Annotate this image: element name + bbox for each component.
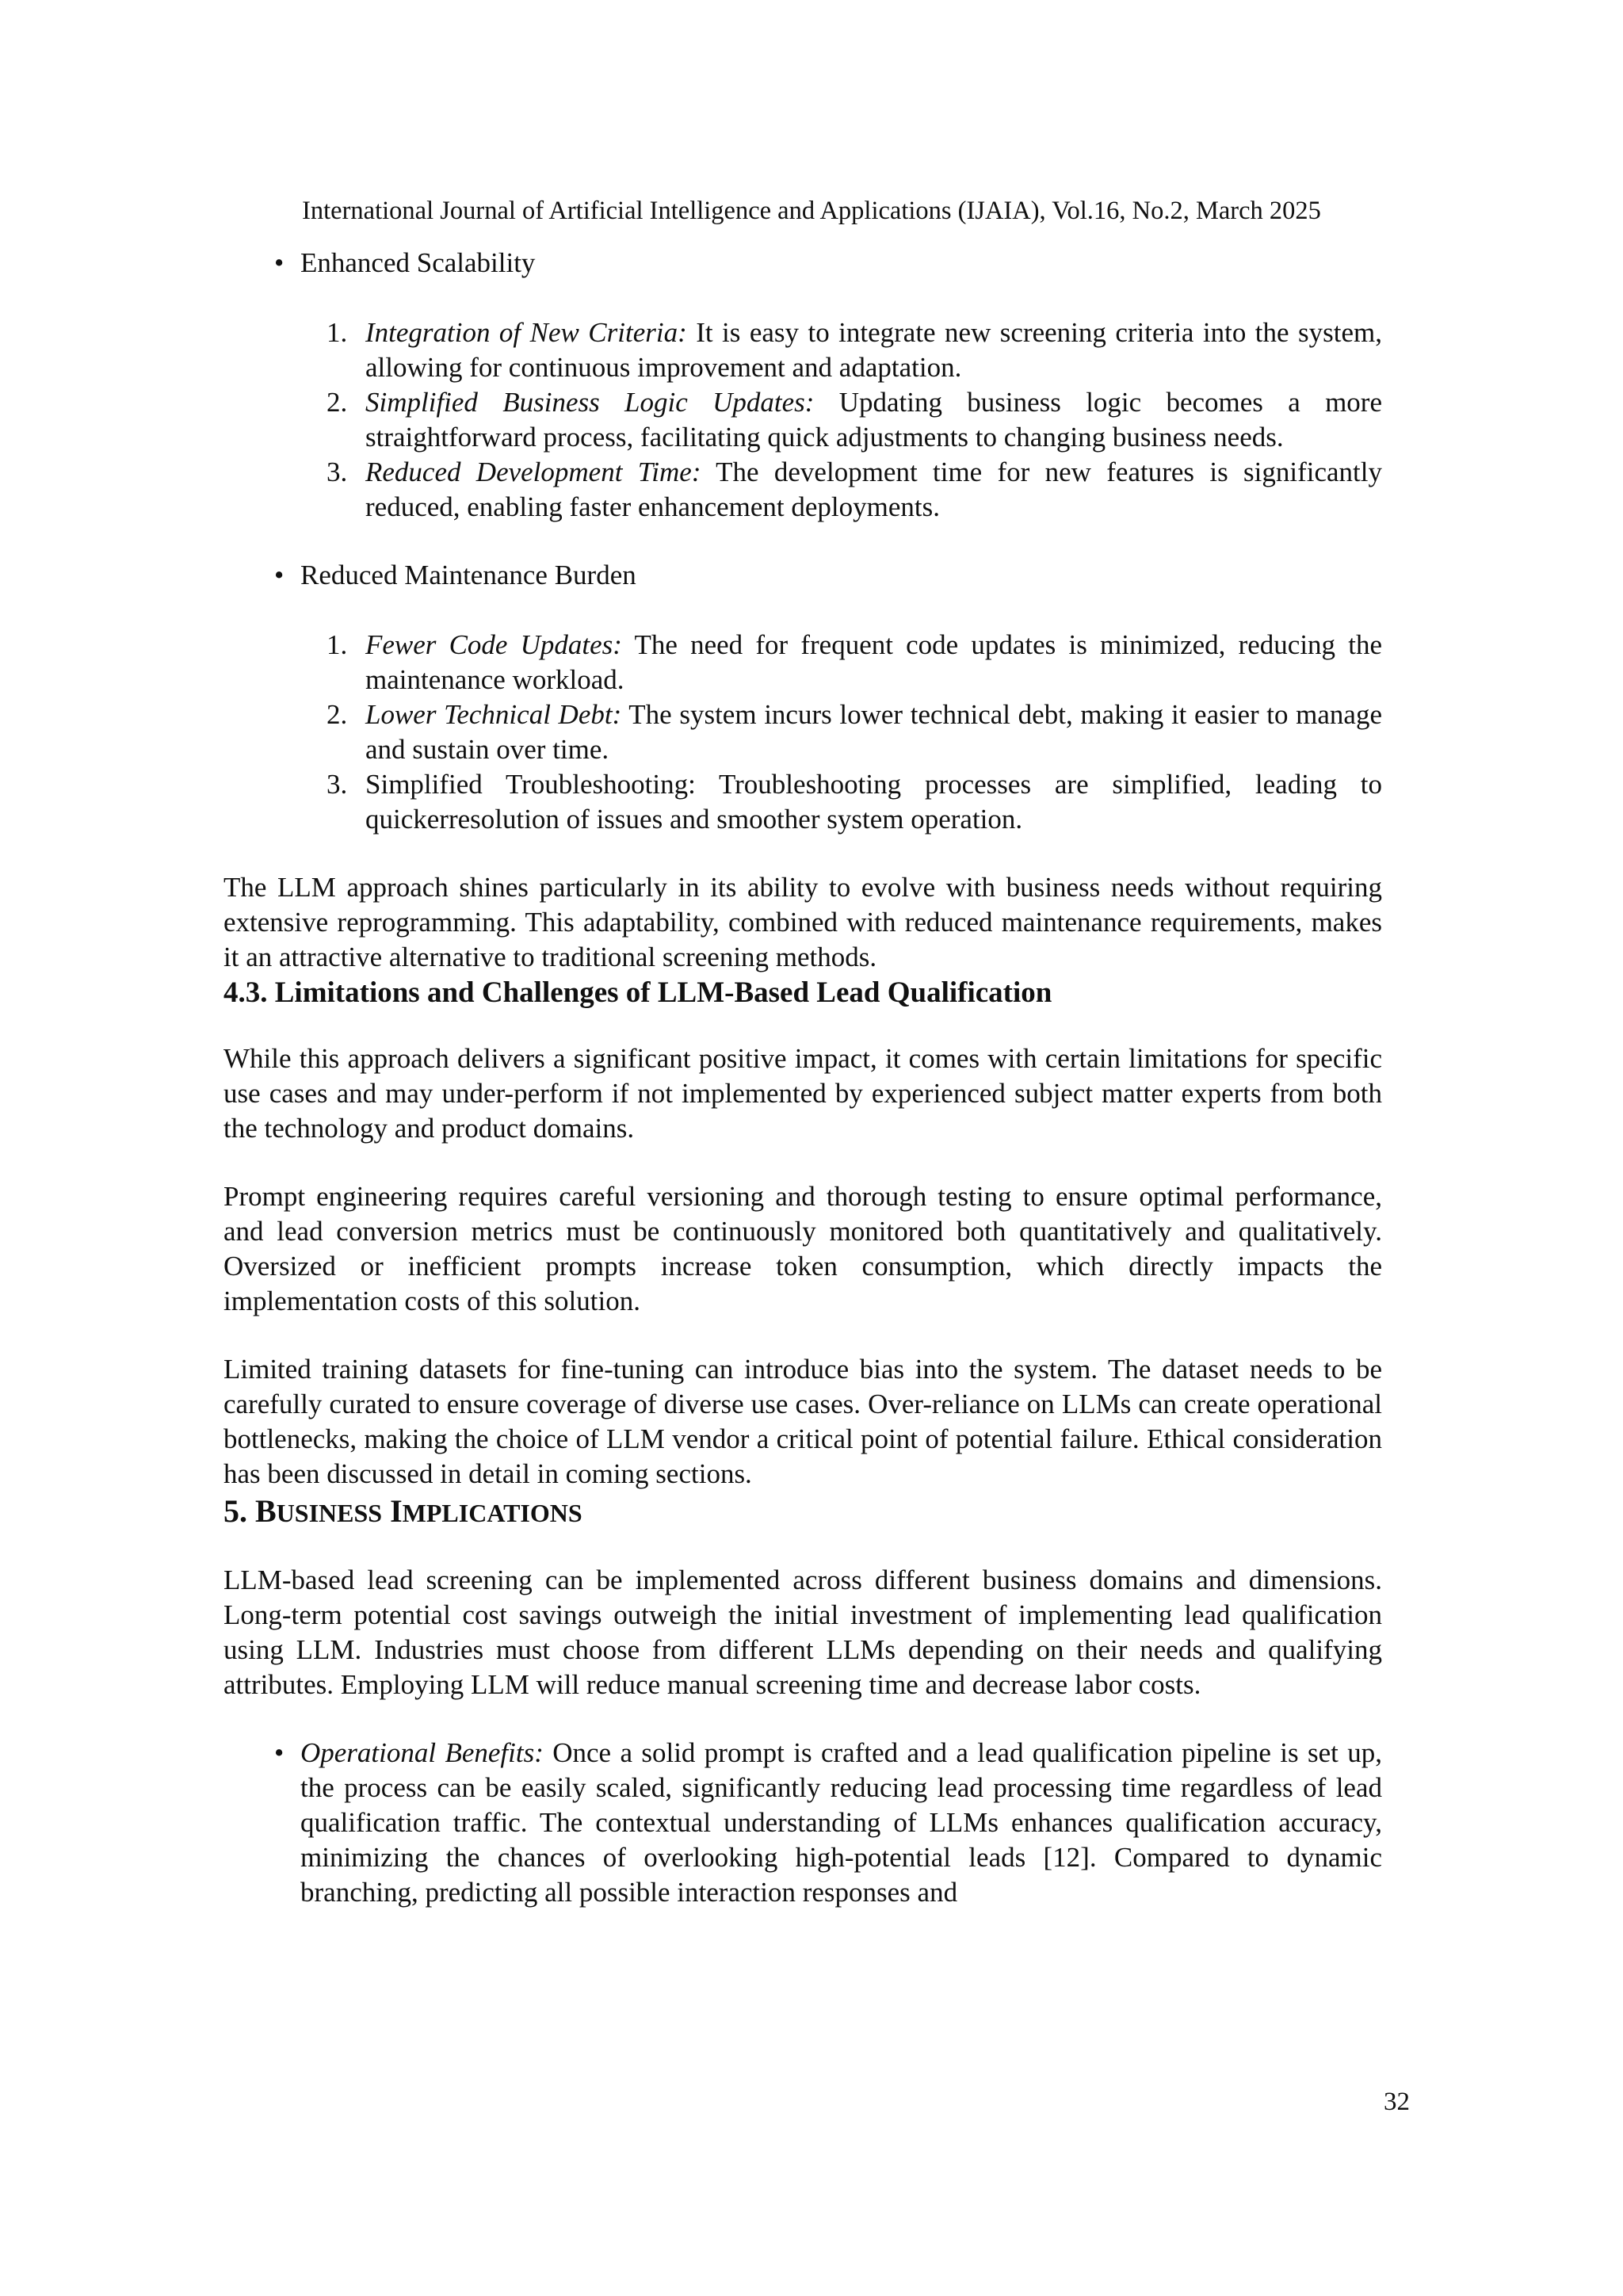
item-text: The system incurs lower technical debt, making it easier to manage and sustain over time.: [365, 699, 1383, 765]
maintenance-list: [223, 628, 1382, 837]
scalability-list: [223, 315, 1382, 525]
paragraph-limitations-1: While this approach delivers a significant positive impact, it comes with certain limitations for specific use cases and may under-perform if not implemented by experienced subject matter experts from both the technology and product domains.: [223, 1043, 1382, 1144]
item-title: Reduced Development Time:: [365, 457, 701, 487]
item-text: Updating business logic becomes a more straightforward process, facilitating quick adjustments to changing business needs.: [365, 387, 1382, 453]
item-text: Simplified Troubleshooting: Troubleshooting processes are simplified, leading to quickerresolution of issues and smoother system operation.: [365, 769, 1382, 835]
bullet-dot: •: [274, 1737, 285, 1768]
paragraph-llm-approach: The LLM approach shines particularly in its ability to evolve with business needs without requiring extensive reprogramming. This adaptability, combined with reduced maintenance requirements, makes it an attractive alternative to traditional screening methods.: [223, 872, 1382, 972]
paragraph-limitations-2: Prompt engineering requires careful versioning and thorough testing to ensure optimal performance, and lead conversion metrics must be continuously monitored both quantitatively and qualitatively. Oversized or inefficient prompts increase token consumption, which directly impacts the implementation costs of this solution.: [223, 1181, 1382, 1316]
running-header: International Journal of Artificial Intelligence and Applications (IJAIA), Vol.16, No.2, March 2025: [302, 197, 1321, 225]
bullet-reduced-maintenance: [223, 558, 1382, 593]
bullet-dot: •: [274, 247, 285, 278]
item-title: Simplified Business Logic Updates:: [365, 387, 815, 418]
maintenance-item-3: 3. Simplified Troubleshooting: Troubleshooting processes are simplified, leading to quickerresolution of issues and smoother system operation.: [327, 769, 1382, 835]
subsection-heading: 4.3. Limitations and Challenges of LLM-Based Lead Qualification: [223, 976, 1052, 1009]
scalability-item-2: 2. Simplified Business Logic Updates: Updating business logic becomes a more straightforward process, facilitating quick adjustments to changing business needs.: [327, 387, 1382, 453]
item-text: It is easy to integrate new screening criteria into the system, allowing for continuous improvement and adaptation.: [365, 317, 1382, 383]
section-heading: 5. BUSINESS IMPLICATIONS: [223, 1493, 582, 1529]
bullet-label: Enhanced Scalability: [300, 247, 536, 278]
bullet-operational-benefits: [223, 1736, 1382, 1910]
item-title: Fewer Code Updates:: [365, 629, 622, 660]
scalability-item-1: 1. Integration of New Criteria: It is easy to integrate new screening criteria into the system, allowing for continuous improvement and adaptation.: [327, 317, 1382, 383]
bullet-dot: •: [274, 560, 285, 590]
scalability-item-3: 3. Reduced Development Time: The development time for new features is significantly reduced, enabling faster enhancement deployments.: [327, 457, 1382, 522]
item-title: Integration of New Criteria:: [365, 317, 687, 348]
bullet-label: Reduced Maintenance Burden: [300, 560, 636, 590]
bullet-text: Once a solid prompt is crafted and a lead qualification pipeline is set up, the process can be easily scaled, significantly reducing lead processing time regardless of lead qualification traffic. The contextual understanding of LLMs enhances qualification accuracy, minimizing the chances of overlooking high-potential leads [12]. Compared to dynamic branching, predicting all possible interaction responses and: [300, 1737, 1382, 1908]
page-body: [223, 246, 1382, 1910]
maintenance-item-1: 1. Fewer Code Updates: The need for frequent code updates is minimized, reducing the maintenance workload.: [327, 629, 1382, 695]
maintenance-item-2: 2. Lower Technical Debt: The system incurs lower technical debt, making it easier to manage and sustain over time.: [327, 699, 1383, 765]
item-text: The need for frequent code updates is minimized, reducing the maintenance workload.: [365, 629, 1382, 695]
page-number: 32: [1384, 2088, 1410, 2116]
bullet-enhanced-scalability: [223, 246, 1382, 281]
item-text: The development time for new features is significantly reduced, enabling faster enhancement deployments.: [365, 457, 1382, 522]
bullet-title: Operational Benefits:: [300, 1737, 544, 1768]
paragraph-limitations-3: Limited training datasets for fine-tuning can introduce bias into the system. The dataset needs to be carefully curated to ensure coverage of diverse use cases. Over-reliance on LLMs can create operational bottlenecks, making the choice of LLM vendor a critical point of potential failure. Ethical consideration has been discussed in detail in coming sections.: [223, 1354, 1382, 1489]
paragraph-business: LLM-based lead screening can be implemented across different business domains and dimensions. Long-term potential cost savings outweigh the initial investment of implementing lead qualification using LLM. Industries must choose from different LLMs depending on their needs and qualifying attributes. Employing LLM will reduce manual screening time and decrease labor costs.: [223, 1564, 1382, 1700]
item-title: Lower Technical Debt:: [365, 699, 622, 730]
